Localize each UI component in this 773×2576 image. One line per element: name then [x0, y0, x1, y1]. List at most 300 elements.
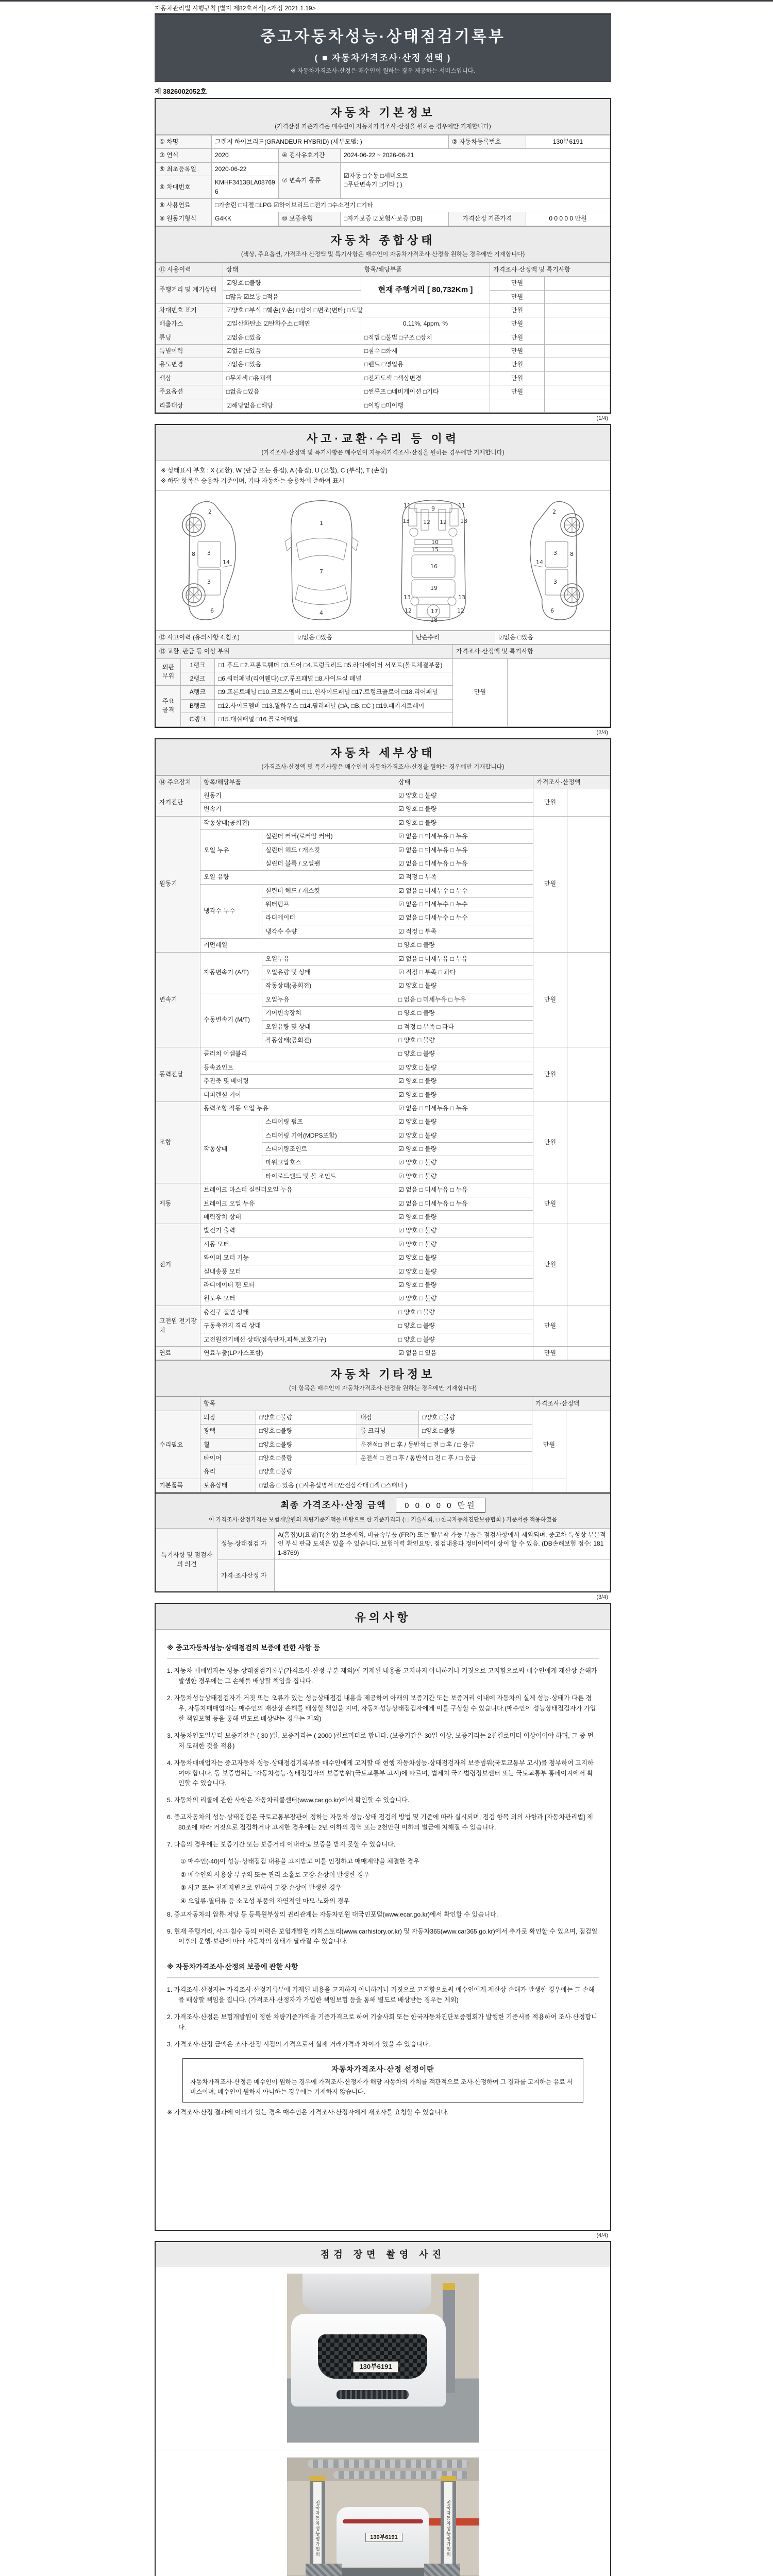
detail-status[interactable]: □ 없음 □ 미세누유 □ 누유 — [395, 993, 533, 1006]
accident-history-row — [156, 631, 610, 645]
detail-item: 발전기 출력 — [200, 1224, 395, 1238]
detail-status[interactable]: ☑ 적정 □ 부족 — [395, 925, 533, 938]
notice-item: 3. 가격조사·산정 금액은 조사·산정 시점의 가격으로서 실제 거래가격과 차이가 있을 수 있습니다. — [167, 2040, 430, 2048]
gas-checkboxes[interactable]: ☑일산화탄소 ☑탄화수소 □매연 — [223, 317, 361, 331]
price-cell: 만원 — [533, 1306, 567, 1346]
overall-h-use: ⑪ 사용이력 — [156, 263, 223, 276]
car-name-value: 그랜저 하이브리드(GRANDEUR HYBRID) (세부모델: ) — [212, 135, 449, 149]
detail-status[interactable]: ☑ 없음 □ 미세누유 □ 누유 — [395, 952, 533, 965]
page-marker-2: (2/4) — [596, 729, 608, 736]
price-cell: 만원 — [533, 789, 567, 816]
outer-panel-group: 외판 부위 — [156, 658, 181, 686]
section-detail-subtitle: (가격조사·산정액 및 특기사항은 매수인이 자동차가격조사·산정을 원하는 경우에만 기재합니다) — [261, 764, 505, 770]
section-overall-subtitle: (색상, 주요옵션, 가격조사·산정액 및 특기사항은 매수인이 자동차가격조사·산정을 원하는 경우에만 기재합니다) — [241, 251, 525, 258]
detail-status[interactable]: ☑ 없음 □ 미세누유 □ 누유 — [395, 1197, 533, 1210]
notice-subitem: ④ 오일류·필터류 등 소모성 부품의 자연적인 마모·노화의 경우 — [180, 1897, 350, 1905]
detail-status[interactable]: □ 양호 □ 불량 — [395, 1033, 533, 1047]
final-price-note: 이 가격조사·산정가격은 보험개발원의 차량기준가액을 바탕으로 한 기준가격과 ( □ 기술사회, □ 한국자동차진단보증협회 ) 기준서를 적용하였음 — [209, 1517, 557, 1523]
overall-h-parts: 항목/해당부품 — [361, 263, 490, 276]
basic-info-table — [156, 135, 610, 226]
page-marker-1: (1/4) — [596, 415, 608, 422]
notice-body — [156, 1630, 610, 2135]
year-label: ③ 연식 — [156, 149, 212, 162]
legend-line2: ※ 하단 항목은 승용차 기준이며, 기타 자동차는 승용차에 준하여 표시 — [161, 477, 345, 485]
price-cell: 만원 — [490, 317, 545, 331]
block-notice — [155, 1603, 611, 2231]
document-number: 제 3826002052호 — [155, 88, 207, 95]
opinion-table — [156, 1528, 610, 1591]
svg-text:3: 3 — [207, 578, 211, 585]
color-label: 색상 — [156, 371, 223, 385]
detail-item: 오일유량 및 상태 — [262, 1020, 395, 1033]
overall-h-status: 상태 — [223, 263, 361, 276]
simple-repair-checkboxes[interactable]: ☑없음 □있음 — [495, 631, 610, 644]
detail-status[interactable]: □ 양호 □ 불량 — [395, 1333, 533, 1346]
section-detail-header — [156, 739, 610, 775]
transmission-line1[interactable]: ☑자동 □수동 □세미오토 — [344, 172, 408, 179]
price-cell: 만원 — [533, 1101, 567, 1183]
detail-status[interactable]: ☑ 양호 □ 불량 — [395, 1156, 533, 1170]
detail-status[interactable]: ☑ 없음 □ 미세누유 □ 누유 — [395, 1183, 533, 1197]
rankB-checkboxes[interactable]: □12.사이드멤버 □13.휠하우스 □14.필러패널 (□A, □B, □C ) □19.패키지트레이 — [215, 699, 453, 713]
inspector-role-label: 성능·상태점검 자 — [218, 1529, 275, 1560]
special-checkboxes[interactable]: ☑없음 □있음 — [223, 345, 361, 358]
option-checkboxes[interactable]: □없음 □있음 — [223, 385, 361, 399]
report-note: ※ 자동차가격조사·산정은 매수인이 원하는 경우 제공하는 서비스입니다. — [291, 68, 475, 74]
svg-text:14: 14 — [536, 558, 544, 566]
usage-parts[interactable]: □렌트 □영업용 — [361, 358, 490, 371]
note-cell — [566, 1411, 610, 1492]
glass-checkboxes[interactable]: □양호 □불량 — [256, 1465, 532, 1479]
price-cell: 만원 — [490, 385, 545, 399]
exterior-label: 외장 — [200, 1411, 256, 1424]
detail-status[interactable]: ☑ 양호 □ 불량 — [395, 1238, 533, 1251]
detail-subgroup: 오일 누유 — [200, 830, 262, 871]
detail-subgroup: 수동변속기 (M/T) — [200, 993, 262, 1047]
frame-group: 주요 골격 — [156, 686, 181, 726]
detail-status[interactable]: ☑ 양호 □ 불량 — [395, 1088, 533, 1101]
svg-text:11: 11 — [403, 502, 411, 509]
detail-item: 오일누유 — [262, 993, 395, 1006]
mileage-status1[interactable]: ☑양호 □불량 — [223, 277, 361, 290]
detail-status[interactable]: ☑ 양호 □ 불량 — [395, 1129, 533, 1142]
detail-item: 냉각수 수량 — [262, 925, 395, 938]
panel-price-header: 가격조사·산정액 및 특기사항 — [453, 645, 610, 658]
price-cell: 만원 — [533, 952, 567, 1047]
detail-item: 파워고압호스 — [262, 1156, 395, 1170]
notice-heading-2: ※ 자동차가격조사·산정의 보증에 관한 사항 — [167, 1954, 599, 1978]
detail-status[interactable]: ☑ 양호 □ 불량 — [395, 1143, 533, 1156]
warranty-checkboxes[interactable]: □자가보증 ☑보험사보증 [DB] — [341, 212, 449, 226]
rankC-checkboxes[interactable]: □15.대쉬패널 □16.플로어패널 — [215, 713, 453, 726]
other-info-table — [156, 1397, 610, 1493]
price-cell: 만원 — [490, 290, 545, 303]
repair-needed-label: 수리필요 — [156, 1411, 200, 1479]
svg-text:6: 6 — [550, 607, 554, 614]
inspection-photo-front — [287, 2274, 479, 2443]
detail-item: 오일누유 — [262, 952, 395, 965]
detail-status[interactable]: ☑ 없음 □ 미세누수 □ 누수 — [395, 911, 533, 925]
color-checkboxes[interactable]: □무채색 □유채색 — [223, 371, 361, 385]
base-price-label: 가격산정 기준가격 — [449, 212, 526, 226]
roomcleaning-checkboxes[interactable]: □양호 □불량 — [419, 1425, 532, 1438]
detail-item: 작동상태(공회전) — [262, 1033, 395, 1047]
first-reg-label: ⑤ 최초등록일 — [156, 162, 212, 176]
detail-status[interactable]: ☑ 양호 □ 불량 — [395, 1211, 533, 1224]
notice-item: 8. 중고자동차의 압류·저당 등 등록원부상의 권리관계는 자동차민원 대국민포털(www.ecar.go.kr)에서 확인할 수 있습니다. — [167, 1910, 498, 1918]
detail-status[interactable]: ☑ 양호 □ 불량 — [395, 1075, 533, 1088]
detail-status[interactable]: ☑ 양호 □ 불량 — [395, 1061, 533, 1074]
detail-status[interactable]: □ 적정 □ 부족 □ 과다 — [395, 1020, 533, 1033]
tuning-parts[interactable]: □적법 □불법 □구조 □장치 — [361, 331, 490, 344]
note-cell — [545, 385, 610, 399]
detail-item: 워터펌프 — [262, 898, 395, 911]
svg-text:10: 10 — [431, 538, 439, 546]
reg-no-label: ② 자동차등록번호 — [449, 135, 526, 149]
option-parts[interactable]: □썬루프 □네비게이션 □기타 — [361, 385, 490, 399]
notice-item: 1. 가격조사·산정자는 가격조사·산정기록부에 기재된 내용을 고지하지 아니하거나 거짓으로 고지함으로써 매수인에게 재산상 손해가 발생한 경우에는 그 손해를 배상할 책임을 집니다. (가격조사·산정자가 가입한 책임보험 등을 통해 별도로 배상받는 경우는 제외) — [167, 1986, 595, 2004]
svg-text:18: 18 — [430, 616, 438, 623]
polish-checkboxes[interactable]: □양호 □불량 — [256, 1425, 357, 1438]
fuel-label: ⑧ 사용연료 — [156, 198, 212, 212]
detail-item: 윈도우 모터 — [200, 1292, 395, 1306]
engine-type-value: G4KK — [212, 212, 279, 226]
detail-item: 브레이크 마스터 실린더오일 누유 — [200, 1183, 395, 1197]
reg-no-value: 130부6191 — [526, 135, 610, 149]
detail-h-item: 항목/해당부품 — [200, 775, 395, 789]
note-cell — [545, 358, 610, 371]
base-price-value: 0 0 0 0 0 만원 — [526, 212, 610, 226]
price-cell: 만원 — [533, 816, 567, 952]
price-cell — [490, 399, 545, 412]
car-diagram-top[interactable] — [283, 498, 360, 623]
svg-text:11: 11 — [458, 502, 465, 509]
device-steering: 조향 — [156, 1101, 200, 1183]
detail-item: 충전구 절연 상태 — [200, 1306, 395, 1319]
detail-status[interactable]: □ 양호 □ 불량 — [395, 1306, 533, 1319]
appraiser-opinion-text — [275, 1560, 610, 1591]
detail-status[interactable]: ☑ 없음 □ 있음 — [395, 1346, 533, 1360]
car-taillight-bar — [343, 2519, 423, 2523]
detail-item: 실린더 헤드 / 개스킷 — [262, 843, 395, 857]
detail-item: 작동상태(공회전) — [200, 816, 395, 829]
accident-history-label: ⑫ 사고이력 (유의사항 4.참조) — [156, 631, 294, 644]
holding-checkboxes[interactable]: □없음 □ 있음 ( □사용설명서 □안전삼각대 □잭 □스패너 ) — [256, 1479, 532, 1492]
vin-label: ⑥ 차대번호 — [156, 176, 212, 199]
price-appraisal-definition-box — [182, 2058, 583, 2103]
svg-text:9: 9 — [431, 505, 435, 512]
detail-status[interactable]: ☑ 양호 □ 불량 — [395, 979, 533, 993]
final-price-label: 최종 가격조사·산정 금액 — [280, 1500, 386, 1511]
recall-parts[interactable]: □이행 □미이행 — [361, 399, 490, 412]
svg-text:8: 8 — [570, 550, 574, 557]
rankA-checkboxes[interactable]: □9.프론트패널 □10.크로스멤버 □11.인사이드패널 □17.트렁크플로어 □18.리어패널 — [215, 686, 453, 699]
detail-status[interactable]: ☑ 없음 □ 미세누유 □ 누유 — [395, 830, 533, 843]
svg-text:6: 6 — [210, 607, 214, 614]
note-cell — [545, 277, 610, 290]
photo-cell-front — [156, 2266, 610, 2450]
detail-status[interactable]: ☑ 양호 □ 불량 — [395, 1292, 533, 1306]
usage-label: 용도변경 — [156, 358, 223, 371]
interior-checkboxes[interactable]: □양호 □불량 — [419, 1411, 532, 1424]
detail-status[interactable]: ☑ 양호 □ 불량 — [395, 1224, 533, 1238]
detail-item: 고전원전기배선 상태(접속단자,피복,보호기구) — [200, 1333, 395, 1346]
svg-text:13: 13 — [460, 517, 467, 524]
detail-status[interactable]: ☑ 양호 □ 불량 — [395, 1115, 533, 1129]
price-cell: 만원 — [533, 1047, 567, 1102]
tire-position-checkboxes[interactable]: 운전석 □ 전 □ 후 / 동반석 □ 전 □ 후 / □ 응급 — [357, 1451, 532, 1465]
notice-item: 9. 현재 주행거리, 사고·침수 등의 이력은 보험개발원 카히스토리(www.carhistory.or.kr) 및 자동차365(www.car365.go.kr)에서 추가로 확인할 수 있으며, 점검일 이후의 운행·보관에 따라 자동차의 상태가 달라질 수 있습니다. — [167, 1927, 598, 1945]
section-accident-title: 사고·교환·수리 등 이력 — [306, 432, 460, 446]
wheel-checkboxes[interactable]: □양호 □불량 — [256, 1438, 357, 1451]
car-hood-open — [303, 2274, 431, 2318]
detail-status[interactable]: □ 양호 □ 불량 — [395, 1319, 533, 1333]
page-marker-3: (3/4) — [596, 1594, 608, 1601]
detail-status[interactable]: ☑ 양호 □ 불량 — [395, 1279, 533, 1292]
final-price-row — [156, 1493, 610, 1528]
detail-item: 구동축전지 격리 상태 — [200, 1319, 395, 1333]
other-h-blank — [156, 1397, 200, 1411]
car-diagram-side-right[interactable] — [507, 498, 595, 623]
wheel-position-checkboxes[interactable]: 운전석□ 전 □ 후 / 동반석 □ 전 □ 후 / □ 응급 — [357, 1438, 532, 1451]
rank1-label: 1랭크 — [181, 658, 215, 672]
detail-item: 등속죠인트 — [200, 1061, 395, 1074]
title-band — [155, 13, 611, 82]
detail-subgroup: 작동상태 — [200, 1115, 262, 1183]
option-label: 주요옵션 — [156, 385, 223, 399]
section-other-subtitle: (이 항목은 매수인이 자동차가격조사·산정을 원하는 경우에만 기재합니다) — [289, 1385, 477, 1392]
detail-item: 브레이크 오일 누유 — [200, 1197, 395, 1210]
page-marker-4: (4/4) — [596, 2232, 608, 2239]
price-cell: 만원 — [532, 1411, 566, 1479]
svg-text:13: 13 — [402, 517, 410, 524]
device-transmission: 변속기 — [156, 952, 200, 1047]
panel-table-label: ⑬ 교환, 판금 등 이상 부위 — [156, 645, 453, 658]
association-banner-left: 전국자동차성능평가협회 — [313, 2482, 322, 2575]
detail-item: 오일유량 및 상태 — [262, 966, 395, 979]
detail-item: 실린더 블록 / 오일팬 — [262, 857, 395, 870]
tuning-label: 튜닝 — [156, 331, 223, 344]
detail-item: 배력장치 상태 — [200, 1211, 395, 1224]
polish-label: 광택 — [200, 1425, 256, 1438]
car-lower-grille — [337, 2390, 409, 2399]
report-title: 중고자동차성능·상태점검기록부 — [260, 28, 506, 45]
mileage-status2[interactable]: □많음 ☑보통 □적음 — [223, 290, 361, 303]
note-cell — [567, 1224, 610, 1306]
price-cell: 만원 — [490, 358, 545, 371]
appraiser-role-label: 가격·조사산정 자 — [218, 1560, 275, 1591]
detail-status[interactable]: ☑ 양호 □ 불량 — [395, 1265, 533, 1278]
overall-h-price: 가격조사·산정액 및 특기사항 — [490, 263, 610, 276]
section-other-title: 자동차 기타정보 — [330, 1368, 435, 1381]
detail-status[interactable]: ☑ 적정 □ 부족 — [395, 871, 533, 884]
detail-status[interactable]: ☑ 양호 □ 불량 — [395, 1251, 533, 1265]
detail-status[interactable]: ☑ 양호 □ 불량 — [395, 803, 533, 816]
recall-label: 리콜대상 — [156, 399, 223, 412]
detail-status[interactable]: □ 양호 □ 불량 — [395, 1007, 533, 1020]
section-notice-header — [156, 1604, 610, 1630]
panel-price-cell: 만원 — [453, 658, 508, 726]
detail-h-status: 상태 — [395, 775, 533, 789]
detail-h-device: ⑭ 주요장치 — [156, 775, 200, 789]
report-subtitle: ( ■ 자동차가격조사·산정 선택 ) — [314, 53, 451, 63]
detail-item: 연료누출(LP가스포함) — [200, 1346, 395, 1360]
rank1-checkboxes[interactable]: □1.후드 □2.프론트휀더 □3.도어 □4.트렁크리드 □5.라디에이터 서포트(볼트체결부품) — [215, 658, 453, 672]
price-cell: 만원 — [490, 371, 545, 385]
detail-item: 디퍼렌셜 기어 — [200, 1088, 395, 1101]
rankA-label: A랭크 — [181, 686, 215, 699]
tuning-checkboxes[interactable]: ☑없음 □있음 — [223, 331, 361, 344]
rankB-label: B랭크 — [181, 699, 215, 713]
simple-repair-label: 단순수리 — [413, 631, 495, 644]
device-electric: 전기 — [156, 1224, 200, 1306]
detail-item: 동력조향 작동 오일 누유 — [200, 1101, 395, 1115]
device-highvoltage: 고전원 전기장치 — [156, 1306, 200, 1346]
detail-status[interactable]: ☑ 양호 □ 불량 — [395, 816, 533, 829]
holding-label: 보유상태 — [200, 1479, 256, 1492]
device-powertrain: 동력전달 — [156, 1047, 200, 1102]
notice-subitem: ③ 사고 또는 천재지변으로 인하여 고장·손상이 발생한 경우 — [180, 1884, 342, 1892]
license-plate-rear: 130부6191 — [365, 2533, 402, 2542]
fuel-checkboxes[interactable]: □가솔린 □디젤 □LPG ☑하이브리드 □전기 □수소전기 □기타 — [212, 198, 610, 212]
basic-items-label: 기본품목 — [156, 1479, 200, 1492]
rank2-checkboxes[interactable]: □6.쿼터패널(리어휀다) □7.루프패널 □8.사이드실 패널 — [215, 672, 453, 685]
detail-item: 실린더 헤드 / 개스킷 — [262, 884, 395, 897]
usage-checkboxes[interactable]: ☑없음 □있음 — [223, 358, 361, 371]
note-cell — [545, 290, 610, 303]
svg-text:1: 1 — [320, 519, 324, 527]
svg-text:3: 3 — [207, 549, 211, 556]
wheel-label: 휠 — [200, 1438, 256, 1451]
inspection-value: 2024-06-22 ~ 2026-06-21 — [341, 149, 610, 162]
price-cell: 만원 — [533, 1183, 567, 1224]
special-label: 특별이력 — [156, 345, 223, 358]
definition-box-text: 자동차가격조사·산정은 매수인이 원하는 경우에 가격조사·산정자가 해당 자동차의 가치를 객관적으로 조사·산정하여 그 결과를 고지하는 유료 서비스이며, 매수인이 원하지 아니하는 경우에는 기재하지 않습니다. — [190, 2078, 573, 2096]
recall-checkboxes[interactable]: ☑해당없음 □해당 — [223, 399, 361, 412]
notice-item: 6. 중고자동차의 성능·상태점검은 국토교통부장관이 정하는 자동차 성능·상태 점검의 방법 및 기준에 따라 실시되며, 점검 항목 외의 사항과 [자동차관리법] 제80조에 따라 거짓으로 점검하거나 고지한 경우에는 2년 이하의 징역 또는 2천만원 이하의 벌금에 처해질 수 있습니다. — [167, 1814, 593, 1832]
detail-item: 타이로드엔드 및 볼 조인트 — [262, 1170, 395, 1183]
detail-item: 변속기 — [200, 803, 395, 816]
note-cell — [567, 1346, 610, 1360]
price-cell: 만원 — [533, 1346, 567, 1360]
svg-text:2: 2 — [208, 508, 212, 515]
detail-status[interactable]: ☑ 없음 □ 미세누유 □ 누유 — [395, 857, 533, 870]
note-cell — [545, 317, 610, 331]
notice-item: 4. 자동차매매업자는 중고자동차 성능·상태점검기록부를 매수인에게 고지할 때 현행 자동차성능·상태점검자의 보증범위(국토교통부 고시)를 첨부하여 고지하여야 합니다. 동 보증범위는 '자동차성능·상태점검자의 보증범위'(국토교통부 고시)에 따르며, 법제처 국가법령정보센터 또는 국토교통부 홈페이지에서 확인할 수 있습니다. — [167, 1759, 594, 1787]
detail-status[interactable]: ☑ 없음 □ 미세누수 □ 누수 — [395, 884, 533, 897]
note-cell — [567, 1101, 610, 1183]
vin-value: KMHF3413BLA087696 — [212, 176, 279, 199]
vin-mark-checkboxes[interactable]: ☑양호 □부식 □훼손(오손) □상이 □변조(변타) □도말 — [223, 303, 490, 317]
photo-section-title: 점검 장면 촬영 사진 — [156, 2242, 610, 2266]
detail-status[interactable]: □ 양호 □ 불량 — [395, 1047, 533, 1061]
rankC-label: C랭크 — [181, 713, 215, 726]
detail-status[interactable]: ☑ 없음 □ 미세누유 □ 누유 — [395, 843, 533, 857]
legend-line1: ※ 상태표시 부호 : X (교환), W (판금 또는 용접), A (흠집), U (요철), C (부식), T (손상) — [161, 467, 388, 474]
section-notice-title: 유의사항 — [355, 1611, 411, 1624]
svg-text:17: 17 — [430, 607, 438, 615]
detail-status[interactable]: ☑ 없음 □ 미세누유 □ 누유 — [395, 1101, 533, 1115]
note-cell — [567, 789, 610, 816]
device-fuel: 연료 — [156, 1346, 200, 1360]
price-cell: 만원 — [490, 277, 545, 290]
mileage-current: 현재 주행거리 [ 80,732Km ] — [361, 277, 490, 304]
regulation-line: 자동차관리법 시행규칙 [별지 제82호서식] <개정 2021.1.19> — [155, 5, 316, 12]
svg-text:12: 12 — [423, 518, 430, 526]
notice-item: 2. 자동차성능상태점검자가 거짓 또는 오류가 있는 성능상태점검 내용을 제공하여 아래의 보증기간 또는 보증거리 이내에 자동차의 실제 성능·상태가 다른 경우, 자동차매매업자는 매수인의 재산상 손해를 배상할 책임을 지며, 자동차성능상태점검자에게 이를 구상할 수 있습니다.(매수인이 성능상태점검자가 가입한 책임보험 등을 통해 별도로 배상받는 경우는 제외) — [167, 1694, 596, 1722]
tire-label: 타이어 — [200, 1451, 256, 1465]
accident-history-checkboxes[interactable]: ☑없음 □있음 — [294, 631, 413, 644]
notice-item: 1. 자동차 매매업자는 성능·상태점검기록부(가격조사·산정 부분 제외)에 기재된 내용을 고지하지 아니하거나 거짓으로 고지함으로써 매수인에게 재산상 손해가 발생한 경우에는 그 손해를 배상할 책임을 집니다. — [167, 1667, 597, 1685]
svg-text:13: 13 — [403, 594, 411, 601]
exterior-checkboxes[interactable]: □양호 □불량 — [256, 1411, 357, 1424]
note-cell — [567, 1047, 610, 1102]
price-cell: 만원 — [490, 303, 545, 317]
status-code-legend — [156, 461, 610, 491]
price-cell: 만원 — [533, 1224, 567, 1306]
block-photos — [155, 2241, 611, 2576]
section-other-header — [156, 1360, 610, 1397]
detail-subgroup: 냉각수 누수 — [200, 884, 262, 939]
price-cell: 만원 — [490, 331, 545, 344]
detail-item: 실린더 커버(로커암 커버) — [262, 830, 395, 843]
detail-status[interactable]: □ 양호 □ 불량 — [395, 939, 533, 952]
detail-item: 스티어링 기어(MDPS포함) — [262, 1129, 395, 1142]
gas-values: 0.11%, 4ppm, % — [361, 317, 490, 331]
svg-text:16: 16 — [430, 563, 438, 570]
note-cell — [545, 345, 610, 358]
detail-item: 라디에이터 — [262, 911, 395, 925]
price-cell — [532, 1479, 566, 1492]
detail-item: 원동기 — [200, 789, 395, 802]
detail-item: 커먼레일 — [200, 939, 395, 952]
section-accident-subtitle: (가격조사·산정액 및 특기사항은 매수인이 자동차가격조사·산정을 원하는 경우에만 기재합니다) — [261, 450, 505, 456]
detail-item: 실내송풍 모터 — [200, 1265, 395, 1278]
special-parts[interactable]: □침수 □화재 — [361, 345, 490, 358]
panel-rank-table — [156, 645, 610, 726]
notice-item: 3. 자동차인도일부터 보증기간은 ( 30 )일, 보증거리는 ( 2000 )킬로미터로 합니다. (보증기간은 30일 이상, 보증거리는 2천킬로미터 이상이어야 하며, 그 중 먼저 도래한 것을 적용) — [167, 1732, 594, 1750]
section-basic-title: 자동차 기본정보 — [330, 106, 435, 119]
block-basic-overall — [155, 98, 611, 414]
engine-type-label: ⑨ 원동기형식 — [156, 212, 212, 226]
vin-mark-label: 차대번호 표기 — [156, 303, 223, 317]
detail-subgroup: 자동변속기 (A/T) — [200, 952, 262, 993]
detail-status[interactable]: ☑ 적정 □ 부족 □ 과다 — [395, 966, 533, 979]
color-parts[interactable]: □전체도색 □색상변경 — [361, 371, 490, 385]
detail-item: 기어변속장치 — [262, 1007, 395, 1020]
transmission-line2[interactable]: □무단변속기 □기타 ( ) — [344, 181, 402, 189]
detail-status[interactable]: ☑ 양호 □ 불량 — [395, 1170, 533, 1183]
note-cell — [545, 331, 610, 344]
car-diagram-side-left[interactable] — [171, 498, 259, 623]
photo-cell-rear — [156, 2450, 610, 2576]
svg-text:3: 3 — [553, 549, 558, 556]
device-selfdiag: 자기진단 — [156, 789, 200, 816]
svg-text:13: 13 — [458, 594, 465, 601]
car-diagram-bottom[interactable] — [385, 498, 483, 623]
section-accident-header — [156, 425, 610, 461]
detail-status[interactable]: ☑ 양호 □ 불량 — [395, 789, 533, 802]
interior-label: 내장 — [357, 1411, 419, 1424]
detail-status[interactable]: ☑ 없음 □ 미세누수 □ 누수 — [395, 898, 533, 911]
tire-checkboxes[interactable]: □양호 □불량 — [256, 1451, 357, 1465]
section-overall-header — [156, 226, 610, 263]
svg-text:12: 12 — [439, 518, 447, 526]
svg-text:3: 3 — [553, 578, 558, 585]
association-banner-right: 전국자동차성능평가협회 — [444, 2482, 452, 2575]
notice-subitem: ① 매수인(-40)이 성능·상태점검 내용을 고지받고 이를 인정하고 매매계약을 체결한 경우 — [180, 1857, 419, 1865]
transmission-checkboxes[interactable] — [341, 162, 610, 198]
